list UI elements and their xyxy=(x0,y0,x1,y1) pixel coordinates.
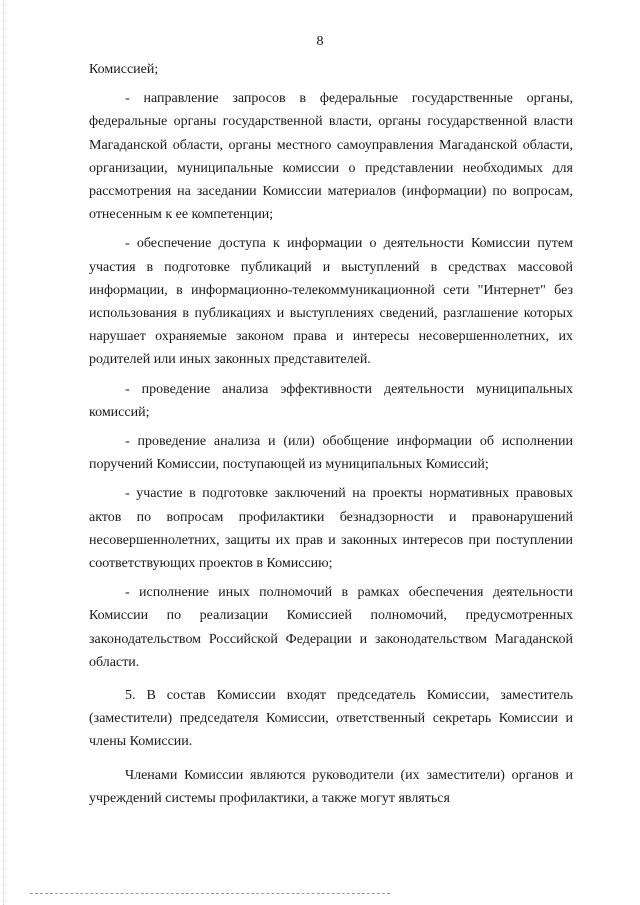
paragraph-other-powers: - исполнение иных полномочий в рамках обеспечения деятельности Комиссии по реализации Комиссией полномочий, предусмотренных законодательством Российской Федерации и законодательством Магаданской области. xyxy=(89,585,573,670)
paragraph-legal-drafts: - участие в подготовке заключений на проекты нормативных правовых актов по вопросам профилактики безнадзорности и правонарушений несовершеннолетних, защиты их прав и законных интересов при поступлении соответствующих проектов в Комиссию; xyxy=(89,486,573,572)
page-number: 8 xyxy=(316,34,324,49)
paragraph-continuation: Комиссией; xyxy=(89,62,159,77)
scan-edge xyxy=(3,0,4,905)
paragraph-information-access: - обеспечение доступа к информации о деятельности Комиссии путем участия в подготовке публикаций и выступлений в средствах массовой информации, в информационно-телекоммуникационной сети "Интернет" без использования в публикациях и выступлениях сведений, разглашение которых нарушает охраняемые законом права и интересы несовершеннолетних, их родителей или иных законных представителей. xyxy=(89,236,573,368)
paragraph-commission-composition: 5. В состав Комиссии входят председатель Комиссии, заместитель (заместители) председателя Комиссии, ответственный секретарь Комиссии и члены Комиссии. xyxy=(89,688,573,750)
paragraph-instructions-analysis: - проведение анализа и (или) обобщение информации об исполнении поручений Комиссии, поступающей из муниципальных Комиссий; xyxy=(89,434,573,473)
bottom-scan-line xyxy=(30,893,390,894)
document-body xyxy=(89,58,573,810)
paragraph-requests: - направление запросов в федеральные государственные органы, федеральные органы государственной власти, органы государственной власти Магаданской области, органы местного самоуправления Магаданской области, организации, муниципальные комиссии о представлении необходимых для рассмотрения на заседании Комиссии материалов (информации) по вопросам, отнесенным к ее компетенции; xyxy=(89,91,573,223)
paragraph-effectiveness-analysis: - проведение анализа эффективности деятельности муниципальных комиссий; xyxy=(89,381,573,420)
paragraph-commission-members: Членами Комиссии являются руководители (их заместители) органов и учреждений системы профилактики, а также могут являться xyxy=(89,767,573,806)
